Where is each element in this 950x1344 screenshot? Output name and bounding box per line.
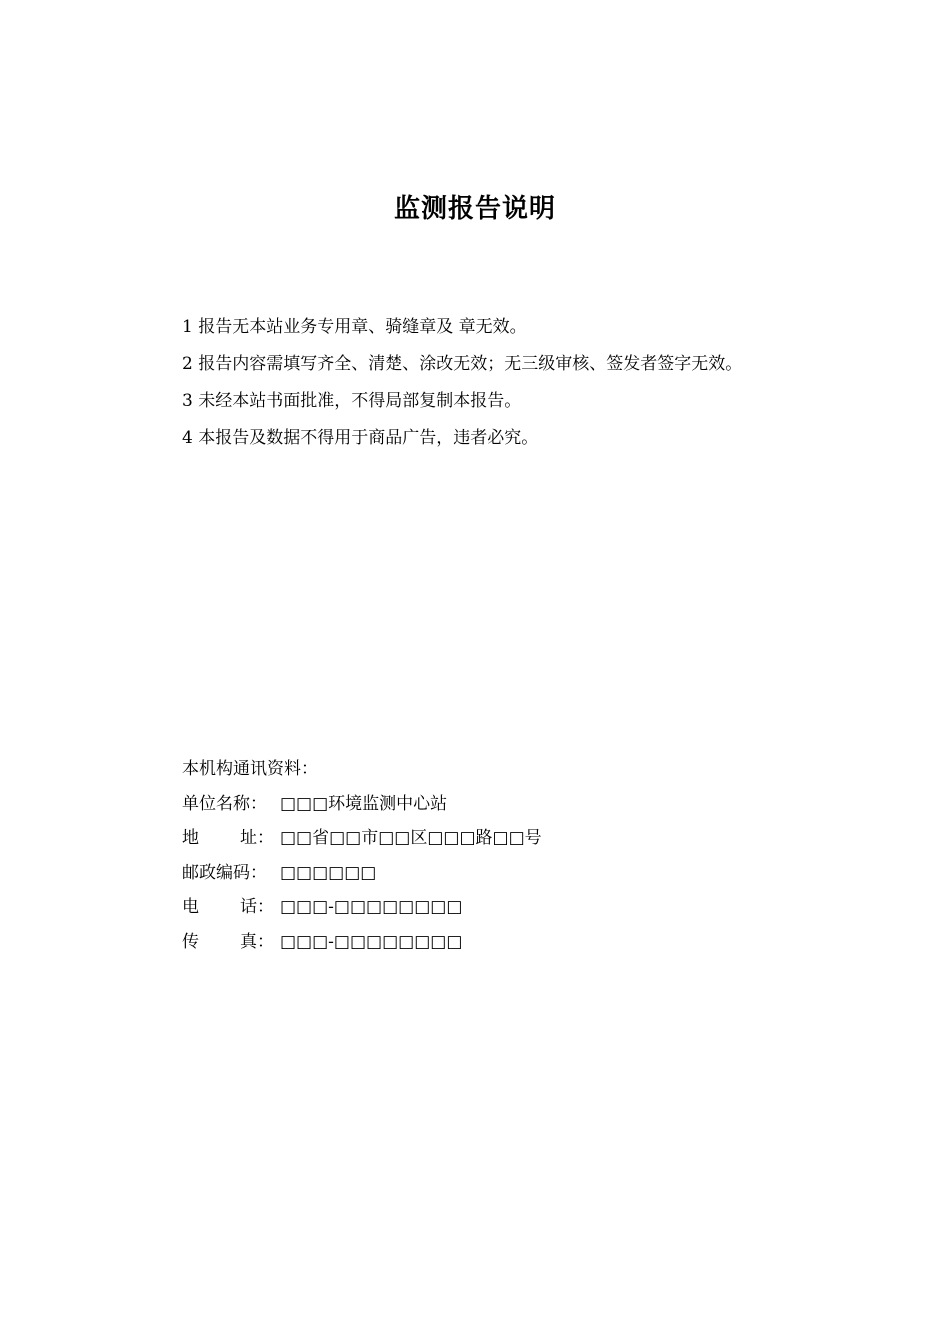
note-item-4: 4 本报告及数据不得用于商品广告，违者必究。 [182, 428, 539, 448]
page-title: 监测报告说明 [393, 194, 556, 224]
unit-value: □□□环境监测中心站 [280, 793, 448, 814]
address-label-part-2: 址： [240, 828, 274, 848]
contact-heading: 本机构通讯资料： [182, 759, 318, 779]
address-label [182, 821, 280, 856]
unit-label: 单位名称： [182, 793, 267, 814]
contact-postcode-row [182, 856, 782, 891]
fax-value: □□□-□□□□□□□□ [280, 931, 463, 952]
fax-label [182, 925, 280, 960]
contact-unit-row [182, 787, 782, 822]
contact-fax-row [182, 925, 782, 960]
postcode-label: 邮政编码： [182, 862, 267, 883]
contact-address-row [182, 821, 782, 856]
address-value: □□省□□市□□区□□□路□□号 [280, 828, 542, 848]
address-label-part-1: 地 [182, 828, 199, 848]
fax-label-part-1: 传 [182, 931, 199, 952]
postcode-value: □□□□□□ [280, 862, 377, 883]
note-item-1: 1 报告无本站业务专用章、骑缝章及 章无效。 [182, 317, 527, 337]
phone-label [182, 890, 280, 925]
phone-value: □□□-□□□□□□□□ [280, 897, 463, 917]
report-notes [182, 309, 882, 457]
note-item-2: 2 报告内容需填写齐全、清楚、涂改无效；无三级审核、签发者签字无效。 [182, 354, 743, 374]
phone-label-part-1: 电 [182, 897, 199, 917]
contact-phone-row [182, 890, 782, 925]
contact-info [182, 752, 782, 959]
phone-label-part-2: 话： [240, 897, 274, 917]
fax-label-part-2: 真： [240, 931, 274, 952]
note-item-3: 3 未经本站书面批准，不得局部复制本报告。 [182, 391, 522, 411]
